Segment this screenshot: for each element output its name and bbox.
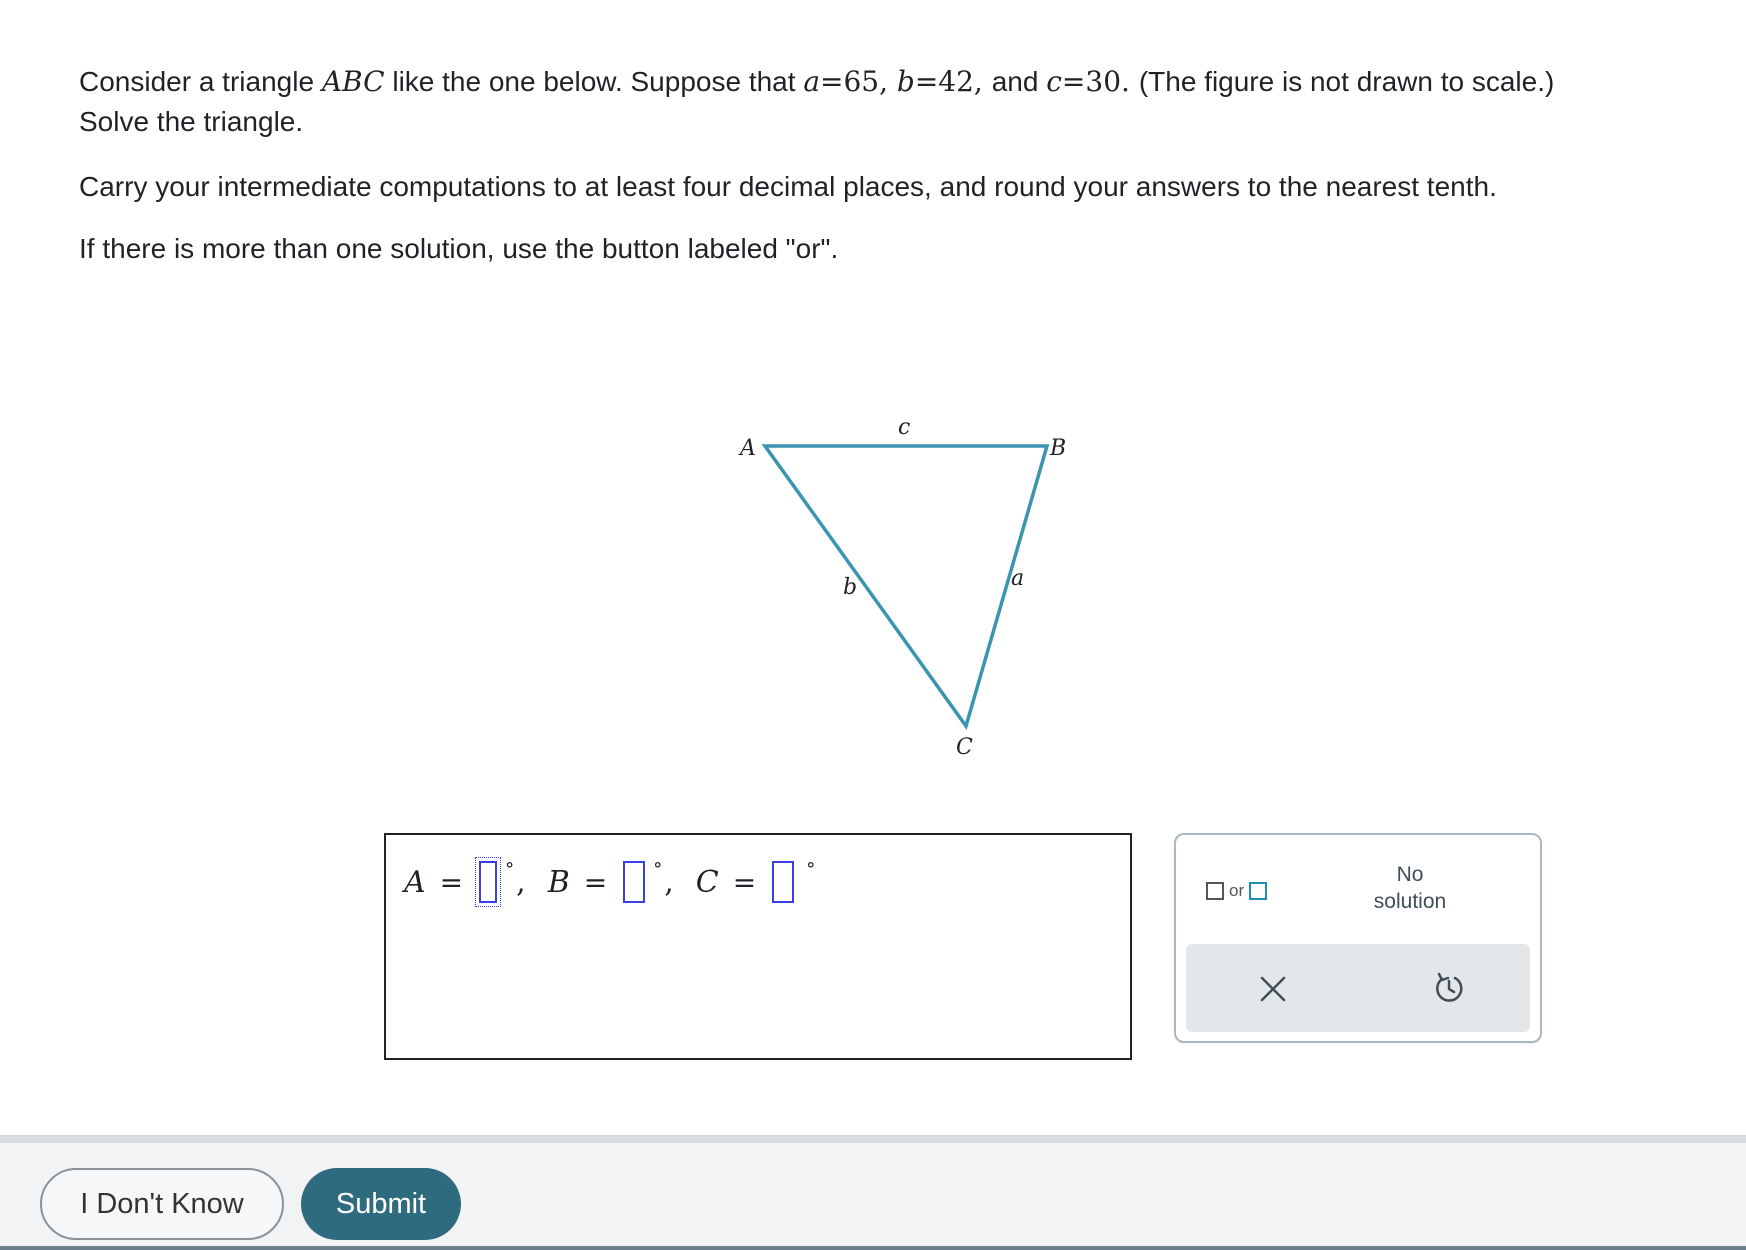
- angle-a-input[interactable]: [479, 861, 497, 903]
- problem-line-2: Solve the triangle.: [79, 106, 304, 137]
- side-a-label: a: [1011, 566, 1025, 591]
- value-b: =42,: [914, 65, 992, 98]
- var-c: c: [1046, 65, 1062, 98]
- angle-a-label: A: [404, 864, 426, 900]
- equals-sign: =: [439, 865, 464, 899]
- keypad-action-bar: [1186, 944, 1530, 1032]
- instruction-rounding: Carry your intermediate computations to at least four decimal places, and round your answers to the nearest tenth.: [79, 171, 1497, 202]
- equals-sign: =: [583, 865, 608, 899]
- vertex-a-label: A: [740, 436, 756, 461]
- degree-symbol: °: [653, 859, 663, 880]
- problem-text: (The figure is not drawn to scale.): [1138, 66, 1555, 97]
- comma: ,: [516, 864, 526, 900]
- side-b-label: b: [843, 575, 858, 600]
- comma: ,: [664, 864, 674, 900]
- answer-keypad: [1174, 833, 1542, 1043]
- problem-text: like the one below. Suppose that: [384, 66, 804, 97]
- or-button[interactable]: [1206, 877, 1267, 905]
- problem-statement: [79, 62, 1746, 142]
- angle-b-label: B: [547, 864, 570, 900]
- dont-know-button[interactable]: I Don't Know: [40, 1168, 284, 1240]
- no-solution-label: solution: [1373, 890, 1447, 913]
- degree-symbol: °: [806, 859, 816, 880]
- var-a: a: [803, 65, 821, 98]
- answer-box: [384, 833, 1132, 1060]
- vertex-b-label: B: [1050, 436, 1067, 461]
- no-solution-button[interactable]: [1300, 861, 1520, 915]
- instruction-or-button: If there is more than one solution, use the button labeled "or".: [79, 233, 839, 264]
- undo-icon[interactable]: [1431, 970, 1467, 1006]
- triangle-shape: [765, 446, 1047, 726]
- side-c-label: c: [898, 415, 911, 440]
- value-a: =65,: [820, 65, 897, 98]
- var-b: b: [896, 65, 915, 98]
- no-solution-label: No: [1396, 863, 1424, 886]
- empty-square-icon: [1249, 882, 1267, 900]
- equals-sign: =: [732, 865, 757, 899]
- clear-icon[interactable]: [1256, 972, 1290, 1006]
- footer-bar: [0, 1135, 1746, 1250]
- angle-c-input[interactable]: [772, 861, 794, 903]
- empty-square-icon: [1206, 882, 1224, 900]
- problem-text: Consider a triangle: [79, 66, 322, 97]
- footer-divider: [0, 1246, 1746, 1250]
- angle-b-input[interactable]: [623, 861, 645, 903]
- vertex-c-label: C: [956, 735, 973, 760]
- answer-line: [404, 857, 815, 907]
- triangle-name: ABC: [321, 65, 385, 98]
- problem-line-1: [79, 62, 1746, 102]
- degree-symbol: °: [505, 859, 515, 880]
- or-label: or: [1229, 881, 1245, 900]
- submit-button[interactable]: Submit: [301, 1168, 461, 1240]
- angle-c-label: C: [695, 864, 719, 900]
- value-c: =30.: [1061, 65, 1139, 98]
- problem-text: and: [991, 66, 1047, 97]
